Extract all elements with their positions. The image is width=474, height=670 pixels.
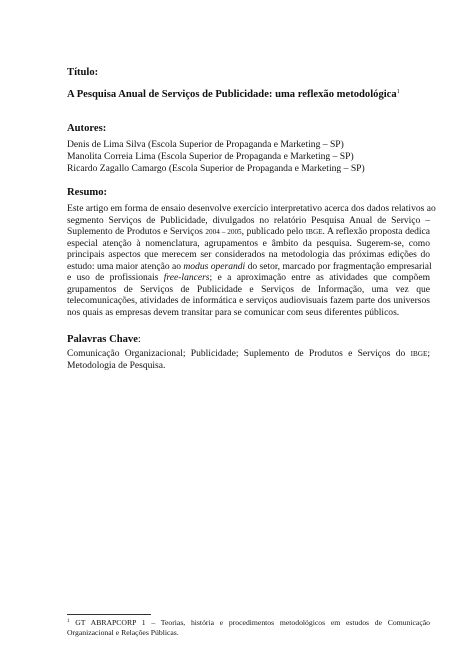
keywords-line: Comunicação Organizacional; Publicidade; Suplemento de Produtos e Serviços do IBGE; bbox=[67, 348, 430, 359]
authors-list bbox=[67, 139, 430, 176]
title-label: Título: bbox=[67, 67, 99, 78]
document-title bbox=[67, 89, 430, 100]
title-footnote-ref: 1 bbox=[396, 89, 400, 95]
keywords-line: Metodologia de Pesquisa. bbox=[67, 359, 166, 371]
abstract-line: especial atenção à nomenclatura, agrupamentos e âmbito da pesquisa. Sugerem-se, como bbox=[67, 237, 430, 249]
abstract-line: telecomunicações, atividades de informática e serviços audiovisuais fazem parte dos universos bbox=[67, 295, 430, 306]
author-item: Manolita Correia Lima (Escola Superior de Propaganda e Marketing – SP) bbox=[67, 151, 354, 163]
keywords-label: Palavras Chave bbox=[67, 334, 138, 345]
abstract-line: e uso de profissionais free-lancers; e a aproximação entre as atividades que compõem bbox=[67, 272, 430, 283]
footnote-divider bbox=[67, 614, 151, 615]
author-item: Ricardo Zagallo Camargo (Escola Superior de Propaganda e Marketing – SP) bbox=[67, 163, 365, 175]
document-title-text: A Pesquisa Anual de Serviços de Publicidade: uma reflexão metodológica bbox=[67, 89, 397, 100]
author-item: Denis de Lima Silva (Escola Superior de Propaganda e Marketing – SP) bbox=[67, 139, 344, 150]
abstract-label: Resumo: bbox=[67, 187, 108, 198]
abstract-line: nos quais as empresas devem transitar para se comunicar com seus diferentes públicos. bbox=[67, 306, 400, 318]
abstract-line: principais aspectos que merecem ser considerados na metodologia das próximas edições do bbox=[67, 249, 430, 260]
keywords-text bbox=[67, 348, 430, 371]
authors-label: Autores: bbox=[67, 123, 107, 134]
footnote-line: $^1$ GT ABRAPCORP 1 – Teorias, história e procedimentos metodológicos em estudos de Comunicação bbox=[67, 618, 430, 627]
footnote bbox=[67, 617, 430, 637]
abstract-text bbox=[67, 203, 436, 318]
abstract-line: Suplemento de Produtos e Serviços 2004 – 2005, publicado pelo IBGE. A reflexão proposta dedica bbox=[67, 226, 431, 237]
abstract-line: Este artigo em forma de ensaio desenvolve exercício interpretativo acerca dos dados relativos ao bbox=[67, 203, 436, 214]
abstract-line: segmento Serviços de Publicidade, divulgados no relatório Pesquisa Anual de Serviço – bbox=[67, 214, 430, 226]
abstract-line: estudo: uma maior atenção ao modus operandi do setor, marcado por fragmentação empresarial bbox=[67, 260, 432, 272]
footnote-line: Organizacional e Relações Públicas. bbox=[67, 627, 179, 637]
keywords-heading: Palavras Chave: bbox=[67, 334, 141, 345]
abstract-line: grupamentos de Serviços de Publicidade e Serviços de Informação, uma vez que bbox=[67, 283, 430, 295]
